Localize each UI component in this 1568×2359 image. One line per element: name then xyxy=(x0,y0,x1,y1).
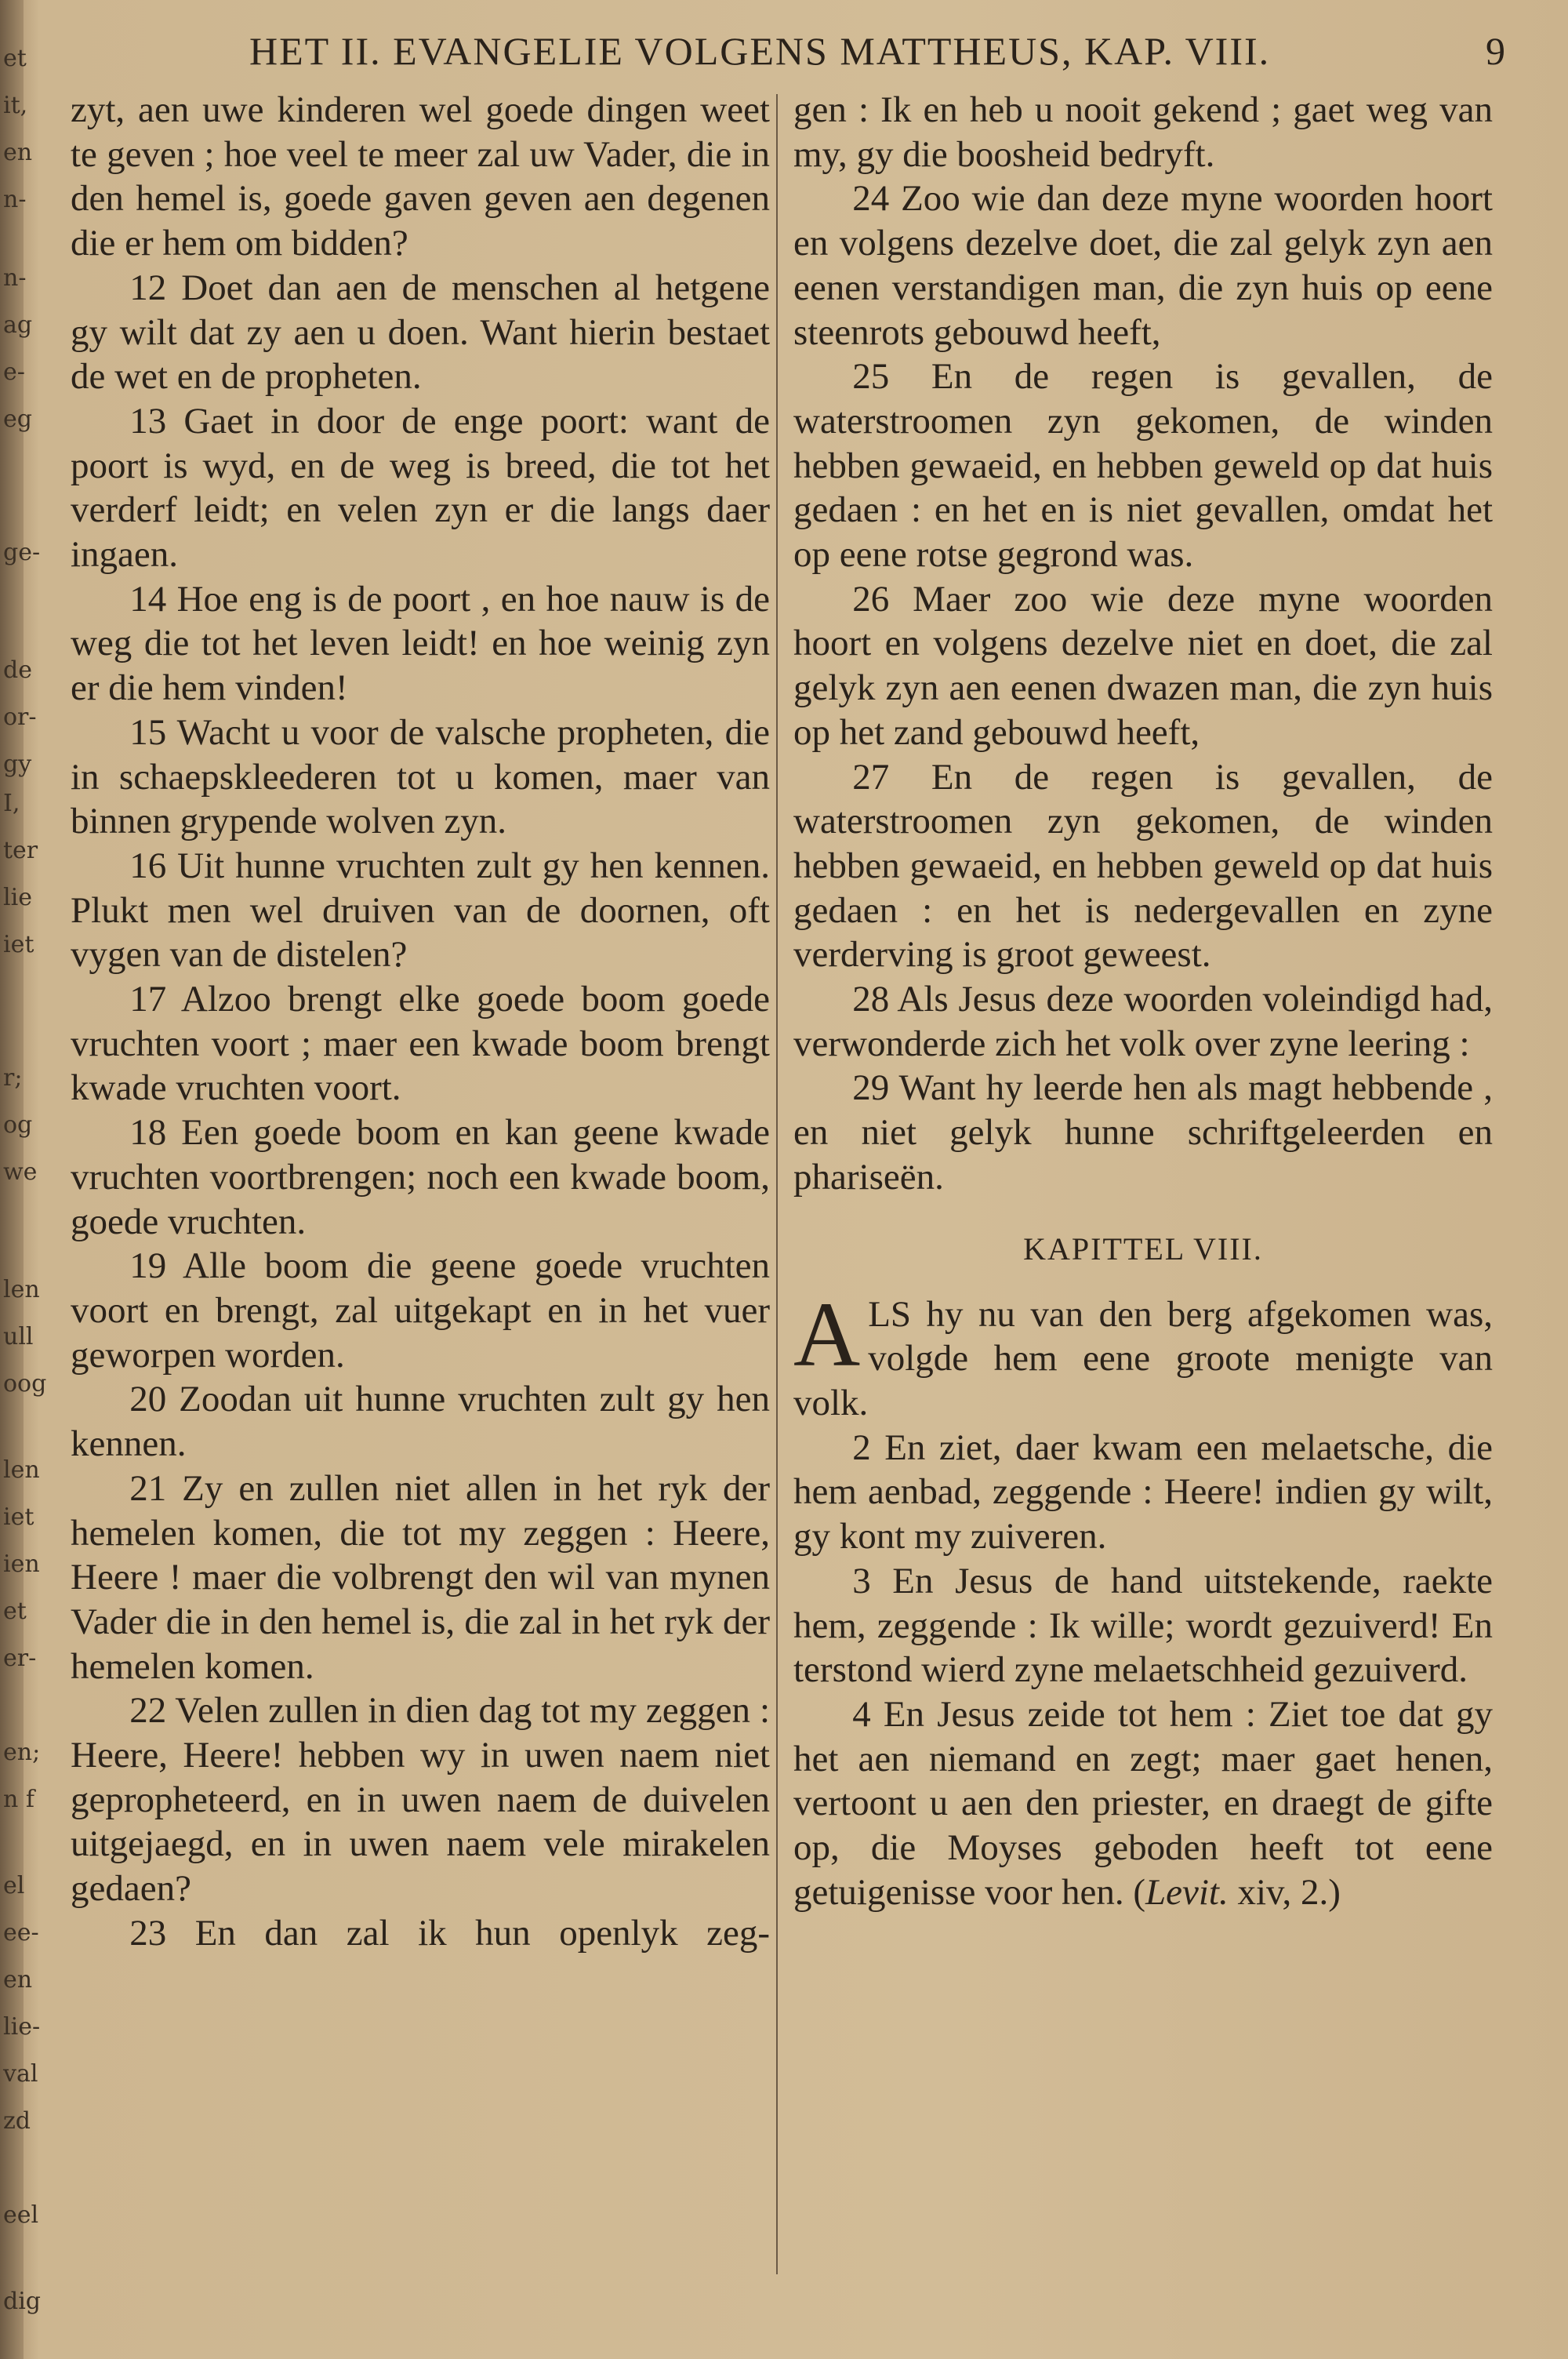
verse-paragraph: 24 Zoo wie dan deze myne woorden hoort en volgens dezelve doet, die zal gelyk zyn aen eenen verstandigen man, die zyn huis op eene steenrots gebouwd heeft, xyxy=(793,178,1493,353)
gutter-fragment: er- xyxy=(3,1645,37,1672)
verse-paragraph: 25 En de regen is gevallen, de waterstroomen zyn gekomen, de winden hebben gewaeid, en hebben geweld op dat huis gedaen : en het en is niet gevallen, omdat het op eene rotse gegrond was. xyxy=(793,356,1493,576)
verse-paragraph: 3 En Jesus de hand uitstekende, raekte hem, zeggende : Ik wille; wordt gezuiverd! En terstond wierd zyne melaetschheid gezuiverd. xyxy=(793,1560,1493,1691)
verse-paragraph: 28 Als Jesus deze woorden voleindigd had, verwonderde zich het volk over zyne leering : xyxy=(793,979,1493,1064)
gutter-fragment: eg xyxy=(3,405,32,433)
gutter-fragment: gy xyxy=(3,751,32,778)
gutter-fragment: lie- xyxy=(3,2013,41,2041)
gutter-fragment: e- xyxy=(3,358,25,386)
scripture-reference-book: Levit. xyxy=(1145,1871,1229,1913)
verse-paragraph: 22 Velen zullen in dien dag tot my zeggen : Heere, Heere! hebben wy in uwen naem niet gepropheteerd, en in uwen naem de duivelen uitgejaegd, en in uwen naem vele mirakelen gedaen? xyxy=(71,1690,770,1910)
gutter-fragment: en; xyxy=(3,1739,41,1766)
verse-paragraph: 18 Een goede boom en kan geene kwade vruchten voortbrengen; noch een kwade boom, goede vruchten. xyxy=(71,1112,770,1242)
gutter-fragment: oog xyxy=(3,1370,47,1398)
verse-paragraph: 17 Alzoo brengt elke goede boom goede vruchten voort ; maer een kwade boom brengt kwade vruchten voort. xyxy=(71,979,770,1109)
gutter-fragment: iet xyxy=(3,1503,34,1531)
gutter-fragment: iet xyxy=(3,931,34,958)
verse-paragraph: 19 Alle boom die geene goede vruchten voort en brengt, zal uitgekapt en in het vuer geworpen worden. xyxy=(71,1245,770,1376)
verse-paragraph: 27 En de regen is gevallen, de waterstroomen zyn gekomen, de winden hebben gewaeid, en hebben geweld op dat huis gedaen : en het is nedergevallen en zyne verderving is groot geweest. xyxy=(793,756,1493,976)
gutter-fragment: et xyxy=(3,1598,27,1625)
running-header xyxy=(249,28,1519,83)
gutter-fragment: eel xyxy=(3,2201,39,2229)
gutter-fragment: n- xyxy=(3,264,27,292)
gutter-fragment: or- xyxy=(3,703,37,731)
gutter-fragment: et xyxy=(3,45,27,72)
gutter-fragment: it, xyxy=(3,92,28,119)
verse-paragraph: 14 Hoe eng is de poort , en hoe nauw is de weg die tot het leven leidt! en hoe weinig zyn er die hem vinden! xyxy=(71,578,770,709)
verse-paragraph: 15 Wacht u voor de valsche propheten, die in schaepskleederen tot u komen, maer van binnen grypende wolven zyn. xyxy=(71,711,770,842)
chapter-opening-paragraph xyxy=(793,1282,1493,1426)
gutter-fragment: el xyxy=(3,1872,25,1899)
gutter-fragment: en xyxy=(3,139,33,166)
verse-paragraph: zyt, aen uwe kinderen wel goede dingen weet te geven ; hoe veel te meer zal uw Vader, die in den hemel is, goede gaven geven aen degenen die er hem om bidden? xyxy=(71,89,770,264)
gutter-fragment: dig xyxy=(3,2288,42,2315)
chapter-heading: KAPITTEL VIII. xyxy=(1023,1230,1263,1267)
verse-paragraph: 13 Gaet in door de enge poort: want de poort is wyd, en de weg is breed, die tot het verderf leidt; en velen zyn er die langs daer ingaen. xyxy=(71,400,770,576)
gutter-fragment: ee- xyxy=(3,1919,39,1946)
verse-paragraph: 21 Zy en zullen niet allen in het ryk der hemelen komen, die tot my zeggen : Heere, Heere ! maer die volbrengt den wil van mynen Vader die in den hemel is, die zal in het ryk der hemelen komen. xyxy=(71,1467,770,1687)
drop-cap: A xyxy=(793,1282,861,1386)
gutter-fragment: r; xyxy=(3,1064,23,1092)
gutter-fragment: ge- xyxy=(3,539,41,566)
gutter-fragment: lie xyxy=(3,884,32,911)
gutter-fragment: zd xyxy=(3,2107,31,2135)
verse-paragraph: 26 Maer zoo wie deze myne woorden hoort en volgens dezelve niet en doet, die zal gelyk zyn aen eenen dwazen man, die zyn huis op het zand gebouwd heeft, xyxy=(793,578,1493,753)
gutter-fragment: I, xyxy=(3,790,20,817)
verse-text: 4 En Jesus zeide tot hem : Ziet toe dat gy het aen niemand en zegt; maer gaet henen, vertoont u aen den priester, en draegt de gifte op, die Moyses geboden heeft tot eene getuigenisse voor hen. ( xyxy=(793,1693,1493,1913)
verse-paragraph: 16 Uit hunne vruchten zult gy hen kennen. Plukt men wel druiven van de doornen, oft vygen van de distelen? xyxy=(71,845,770,976)
right-column xyxy=(793,88,1493,1914)
verse-paragraph: 20 Zoodan uit hunne vruchten zult gy hen kennen. xyxy=(71,1379,770,1465)
gutter-fragment: og xyxy=(3,1111,33,1139)
gutter-fragment: ter xyxy=(3,837,38,864)
verse-paragraph: 12 Doet dan aen de menschen al hetgene gy wilt dat zy aen u doen. Want hierin bestaet de wet en de propheten. xyxy=(71,267,770,398)
scripture-reference-chapter: xiv, 2.) xyxy=(1228,1871,1341,1913)
gutter-fragment: we xyxy=(3,1158,38,1186)
gutter-fragment: val xyxy=(3,2060,38,2088)
verse-paragraph: 29 Want hy leerde hen als magt hebbende , en niet gelyk hunne schriftgeleerden en phariseën. xyxy=(793,1067,1493,1198)
gutter-fragment: n f xyxy=(3,1786,34,1813)
gutter-fragment: len xyxy=(3,1456,40,1484)
running-title: HET II. EVANGELIE VOLGENS MATTHEUS, KAP. VIII. xyxy=(249,29,1271,73)
verse-paragraph: 2 En ziet, daer kwam een melaetsche, die hem aenbad, zeggende : Heere! indien gy wilt, gy kont my zuiveren. xyxy=(793,1427,1493,1558)
gutter-fragment: len xyxy=(3,1276,40,1303)
adjacent-page-edge xyxy=(0,0,47,2359)
column-divider xyxy=(776,94,778,2274)
page-number: 9 xyxy=(1486,29,1507,73)
gutter-fragment: ien xyxy=(3,1550,40,1578)
gutter-fragment: ull xyxy=(3,1323,34,1350)
gutter-fragment: ag xyxy=(3,311,33,339)
verse-paragraph: 23 En dan zal ik hun openlyk zeg- xyxy=(129,1912,770,1954)
left-column xyxy=(71,88,770,1956)
gutter-fragment: n- xyxy=(3,186,27,213)
opening-text: LS hy nu van den berg afgekomen was, volgde hem eene groote menigte van volk. xyxy=(793,1293,1493,1423)
gutter-fragment: en xyxy=(3,1966,33,1994)
verse-paragraph: gen : Ik en heb u nooit gekend ; gaet weg van my, gy die boosheid bedryft. xyxy=(793,89,1493,175)
gutter-fragment: de xyxy=(3,656,32,684)
verse-paragraph xyxy=(793,1692,1493,1915)
